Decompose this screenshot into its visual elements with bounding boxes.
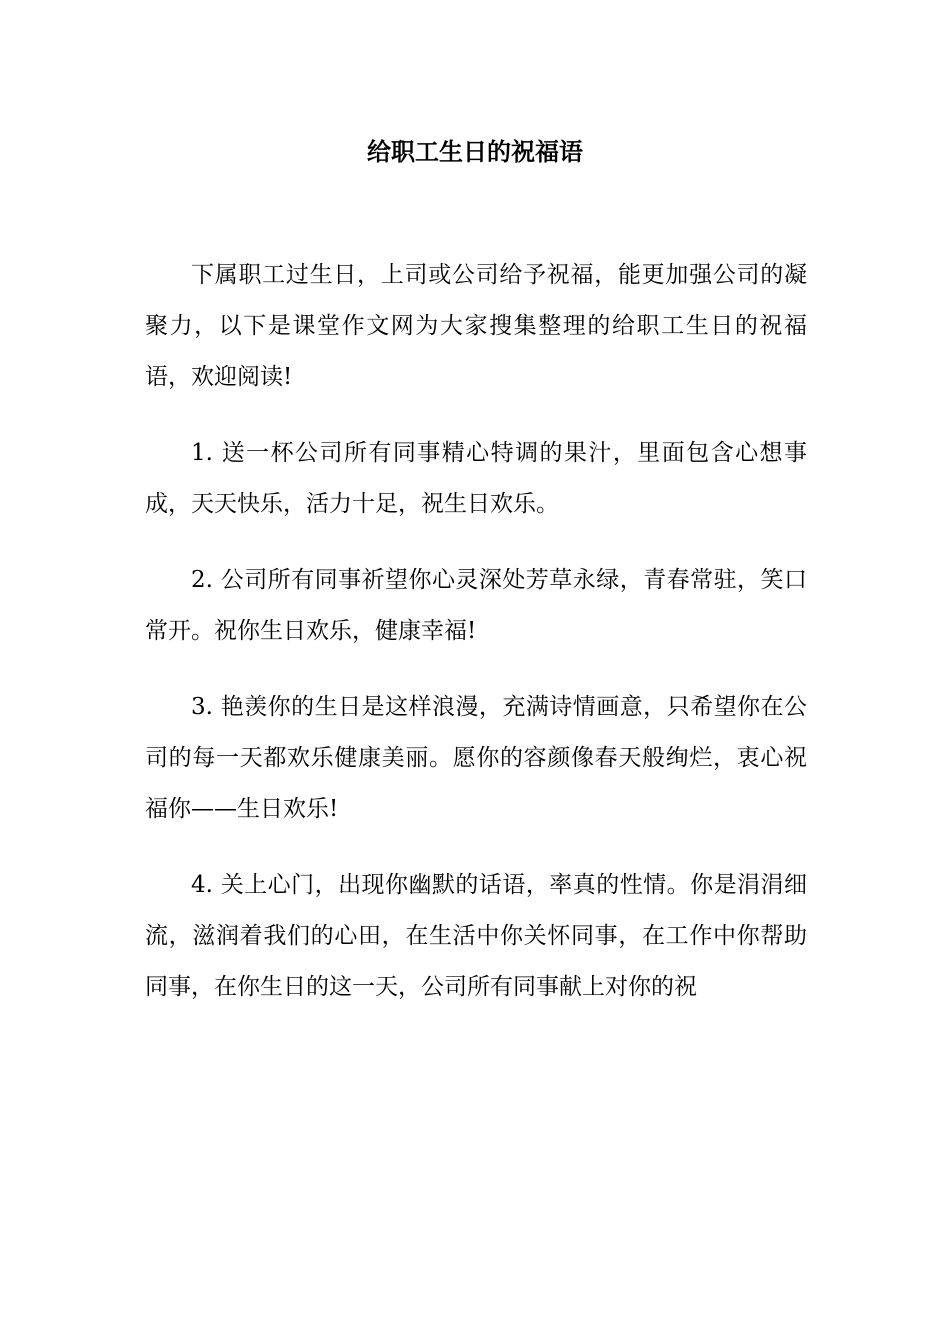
wish-paragraph-1: 1. 送一杯公司所有同事精心特调的果汁，里面包含心想事成，天天快乐，活力十足，祝生日欢乐。 (145, 440, 807, 517)
wish-paragraph-2: 2. 公司所有同事祈望你心灵深处芳草永绿，青春常驻，笑口常开。祝你生日欢乐，健康幸福! (145, 567, 807, 644)
wish-paragraph-3: 3. 艳羡你的生日是这样浪漫，充满诗情画意，只希望你在公司的每一天都欢乐健康美丽。愿你的容颜像春天般绚烂，衷心祝福你——生日欢乐! (145, 694, 807, 822)
document-body (145, 250, 807, 1038)
intro-paragraph: 下属职工过生日，上司或公司给予祝福，能更加强公司的凝聚力，以下是课堂作文网为大家搜集整理的给职工生日的祝福语，欢迎阅读! (145, 262, 807, 390)
wish-paragraph-4: 4. 关上心门，出现你幽默的话语，率真的性情。你是涓涓细流，滋润着我们的心田，在生活中你关怀同事，在工作中你帮助同事，在你生日的这一天，公司所有同事献上对你的祝 (145, 872, 807, 1000)
document-title: 给职工生日的祝福语 (367, 137, 583, 166)
